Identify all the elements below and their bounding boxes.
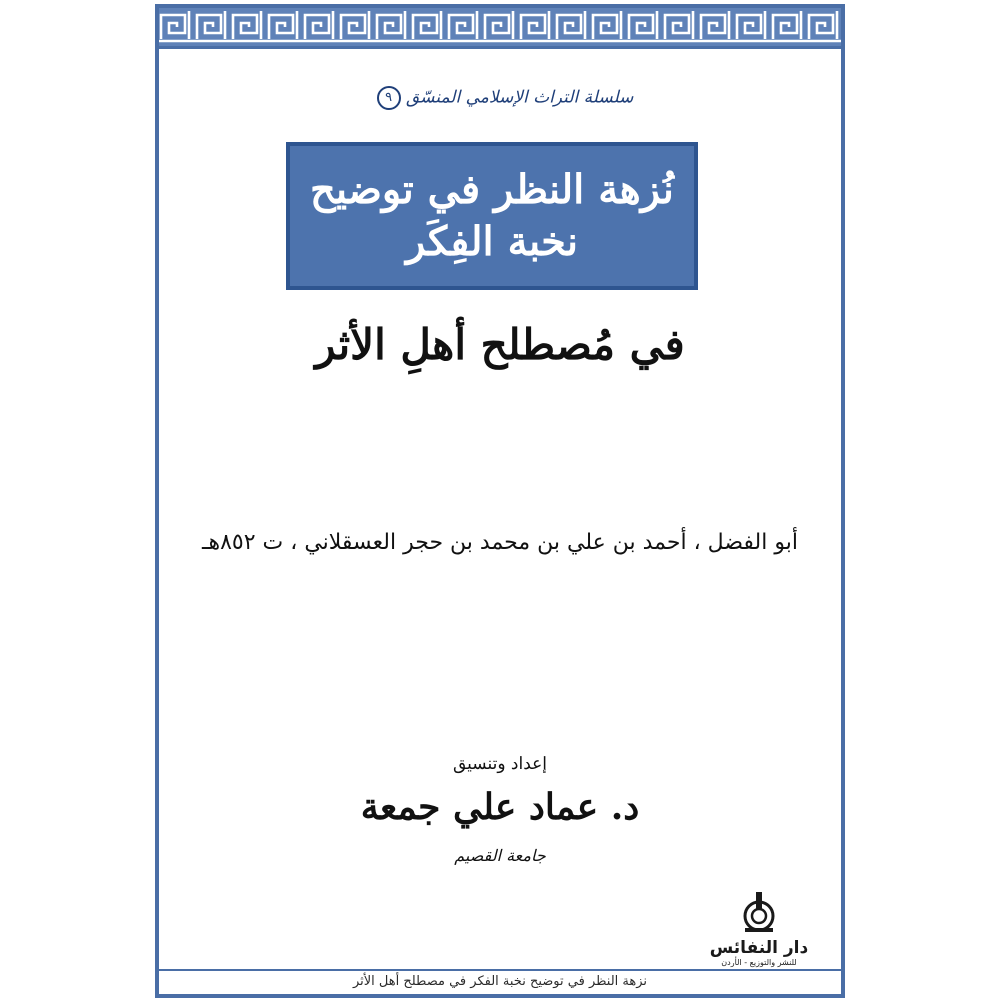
title-box [286,142,698,290]
footer-title: نزهة النظر في توضيح نخبة الفكر في مصطلح أهل الأثر [352,974,648,989]
greek-key-border [159,8,841,49]
meander-pattern-icon [159,8,841,46]
book-title: نُزهة النظر في توضيح نخبة الفِكَر [310,166,674,265]
publisher-tagline: للنشر والتوزيع - الأردن [721,958,797,967]
publisher-name: دار النفائس [709,938,809,958]
footer-divider [159,969,841,971]
author-name: أبو الفضل ، أحمد بن علي بن محمد بن حجر العسقلاني ، ت ٨٥٢هـ [202,530,798,555]
series-label: سلسلة التراث الإسلامي المنسّق [405,87,634,108]
publisher-logo [699,890,819,967]
preparation-label: إعداد وتنسيق [452,754,548,774]
editor-name: د. عماد علي جمعة [360,786,640,828]
publisher-emblem-icon [739,890,779,934]
book-cover [155,4,845,998]
series-number-badge: ٩ [377,86,401,110]
editor-university: جامعة القصيم [454,846,546,865]
series-line [159,86,841,110]
book-subtitle: في مُصطلح أهلِ الأثر [315,320,685,369]
